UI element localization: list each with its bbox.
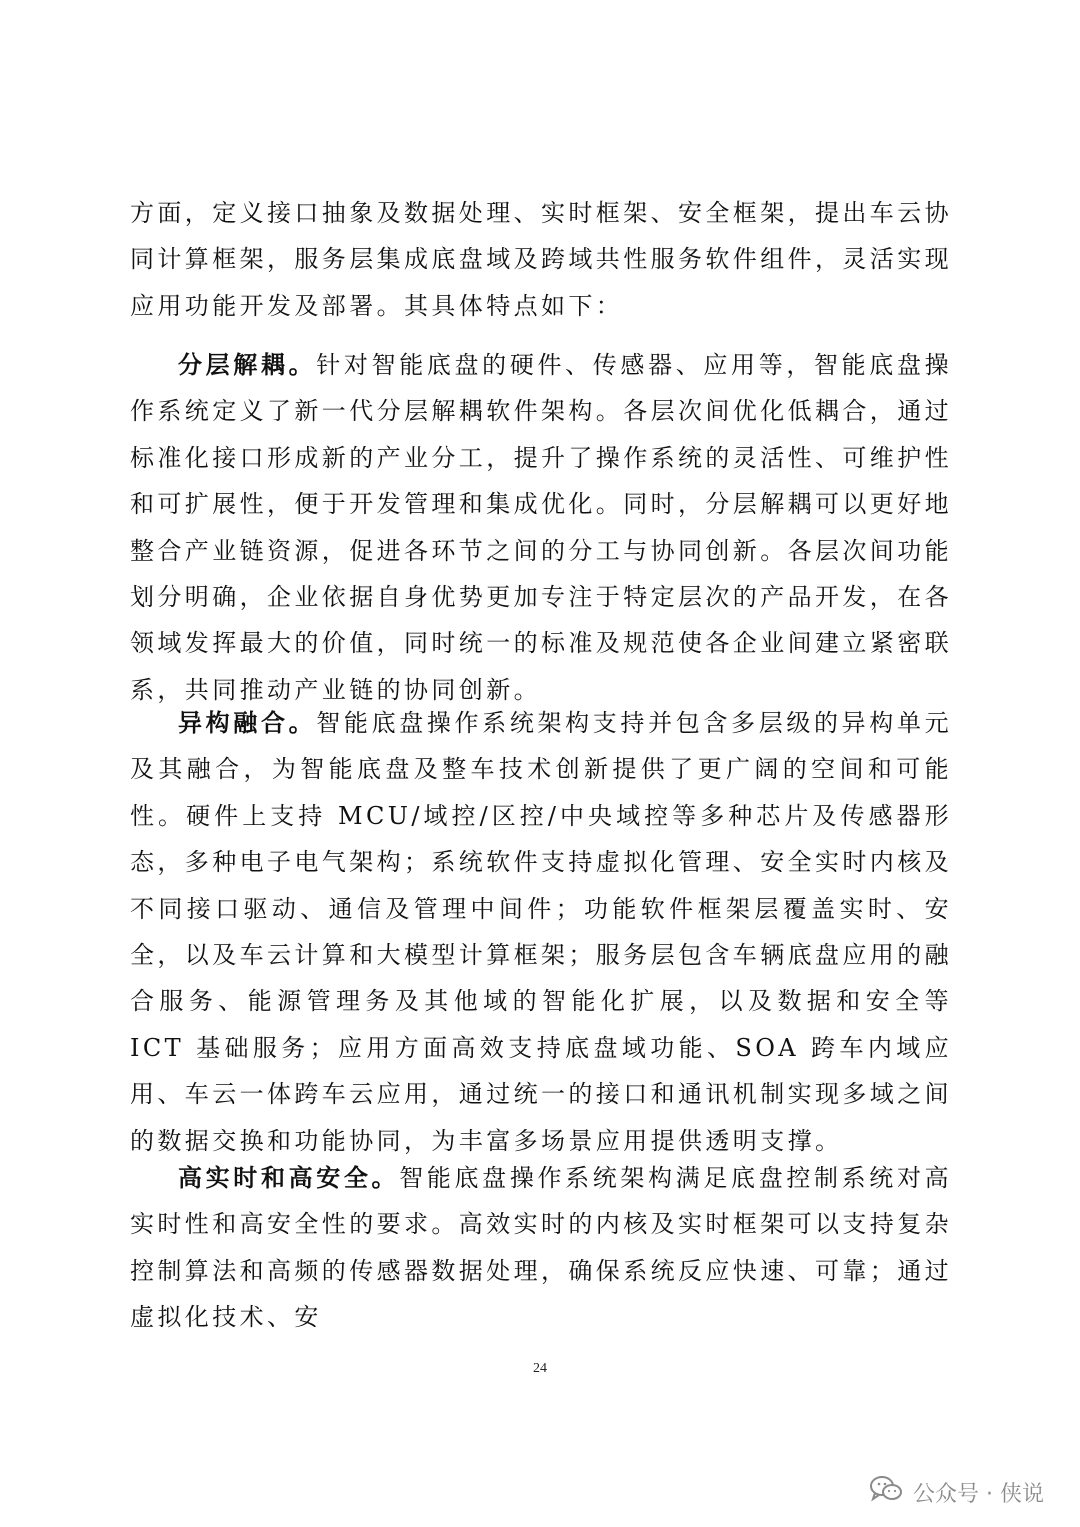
paragraph-heading: 分层解耦。 [178,351,317,379]
paragraph-layered-decoupling [130,342,952,713]
watermark [869,1474,1044,1510]
paragraph-realtime-safety [130,1155,952,1341]
page-number: 24 [533,1361,547,1376]
paragraph-text: 方面，定义接口抽象及数据处理、实时框架、安全框架，提出车云协同计算框架，服务层集成底盘域及跨域共性服务软件组件，灵活实现应用功能开发及部署。其具体特点如下： [130,199,952,320]
paragraph-text: 针对智能底盘的硬件、传感器、应用等，智能底盘操作系统定义了新一代分层解耦软件架构。各层次间优化低耦合，通过标准化接口形成新的产业分工，提升了操作系统的灵活性、可维护性和可扩展性，便于开发管理和集成优化。同时，分层解耦可以更好地整合产业链资源，促进各环节之间的分工与协同创新。各层次间功能划分明确，企业依据自身优势更加专注于特定层次的产品开发，在各领域发挥最大的价值，同时统一的标准及规范使各企业间建立紧密联系，共同推动产业链的协同创新。 [130,351,953,704]
paragraph-intro [130,190,952,329]
paragraph-text: 智能底盘操作系统架构支持并包含多层级的异构单元及其融合，为智能底盘及整车技术创新提供了更广阔的空间和可能性。硬件上支持 MCU/域控/区控/中央域控等多种芯片及传感器形态，多种电子电气架构；系统软件支持虚拟化管理、安全实时内核及不同接口驱动、通信及管理中间件；功能软件框架层覆盖实时、安全，以及车云计算和大模型计算框架；服务层包含车辆底盘应用的融合服务、能源管理务及其他域的智能化扩展，以及数据和安全等 ICT 基础服务；应用方面高效支持底盘域功能、SOA 跨车内域应用、车云一体跨车云应用，通过统一的接口和通讯机制实现多域之间的数据交换和功能协同，为丰富多场景应用提供透明支撑。 [130,709,953,1155]
paragraph-heading: 高实时和高安全。 [178,1164,400,1192]
paragraph-heading: 异构融合。 [178,709,317,737]
watermark-text: 公众号 · 侠说 [913,1481,1044,1507]
paragraph-text: 智能底盘操作系统架构满足底盘控制系统对高实时性和高安全性的要求。高效实时的内核及实时框架可以支持复杂控制算法和高频的传感器数据处理，确保系统反应快速、可靠；通过虚拟化技术、安 [130,1164,953,1332]
paragraph-heterogeneous-fusion [130,700,952,1164]
wechat-icon [869,1474,903,1510]
